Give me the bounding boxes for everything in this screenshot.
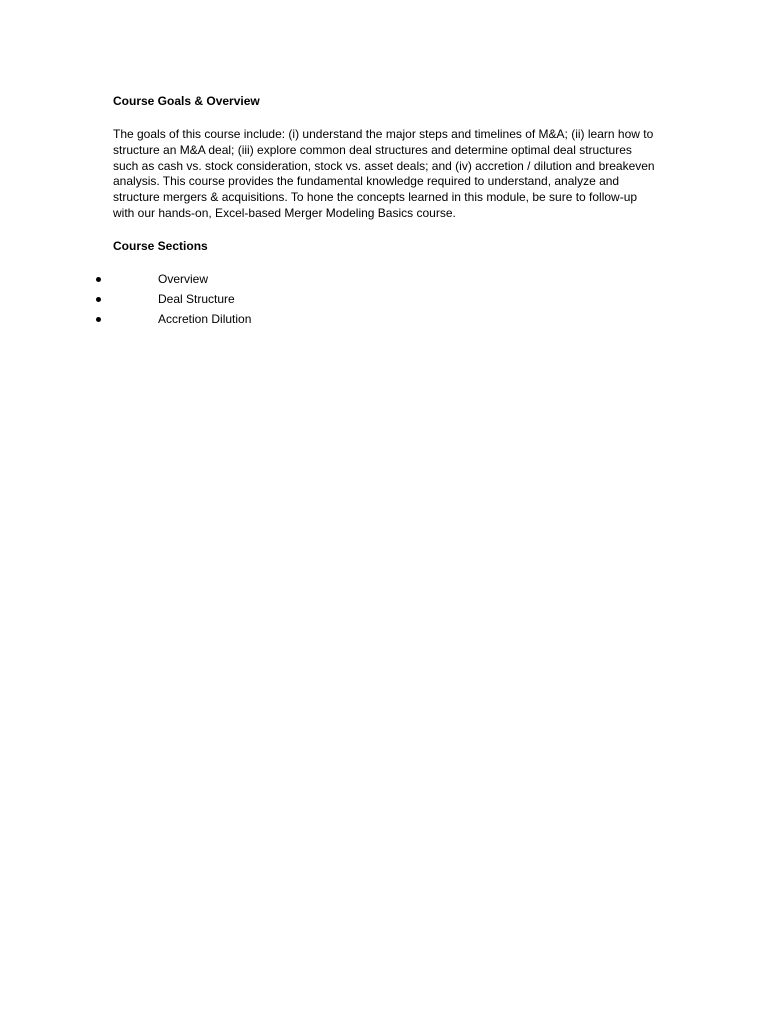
- bullet-icon: [96, 297, 101, 302]
- paragraph-line: structure an M&A deal; (iii) explore common deal structures and determine optimal deal structures: [113, 142, 632, 157]
- course-sections-heading: Course Sections: [113, 239, 208, 253]
- bullet-icon: [96, 277, 101, 282]
- course-goals-heading: Course Goals & Overview: [113, 94, 260, 108]
- paragraph-line: with our hands-on, Excel-based Merger Modeling Basics course.: [113, 205, 456, 220]
- course-goals-paragraph: [113, 127, 673, 222]
- section-label-accretion-dilution: Accretion Dilution: [158, 312, 252, 326]
- paragraph-line: such as cash vs. stock consideration, stock vs. asset deals; and (iv) accretion / dilution and breakeven: [113, 158, 655, 173]
- bullet-icon: [96, 317, 101, 322]
- paragraph-line: structure mergers & acquisitions. To hone the concepts learned in this module, be sure to follow-up: [113, 190, 638, 205]
- paragraph-line: The goals of this course include: (i) understand the major steps and timelines of M&A; (ii) learn how to: [113, 127, 654, 141]
- section-label-overview: Overview: [158, 272, 209, 286]
- paragraph-line: analysis. This course provides the fundamental knowledge required to understand, analyze and: [113, 174, 620, 189]
- section-label-deal-structure: Deal Structure: [158, 292, 235, 306]
